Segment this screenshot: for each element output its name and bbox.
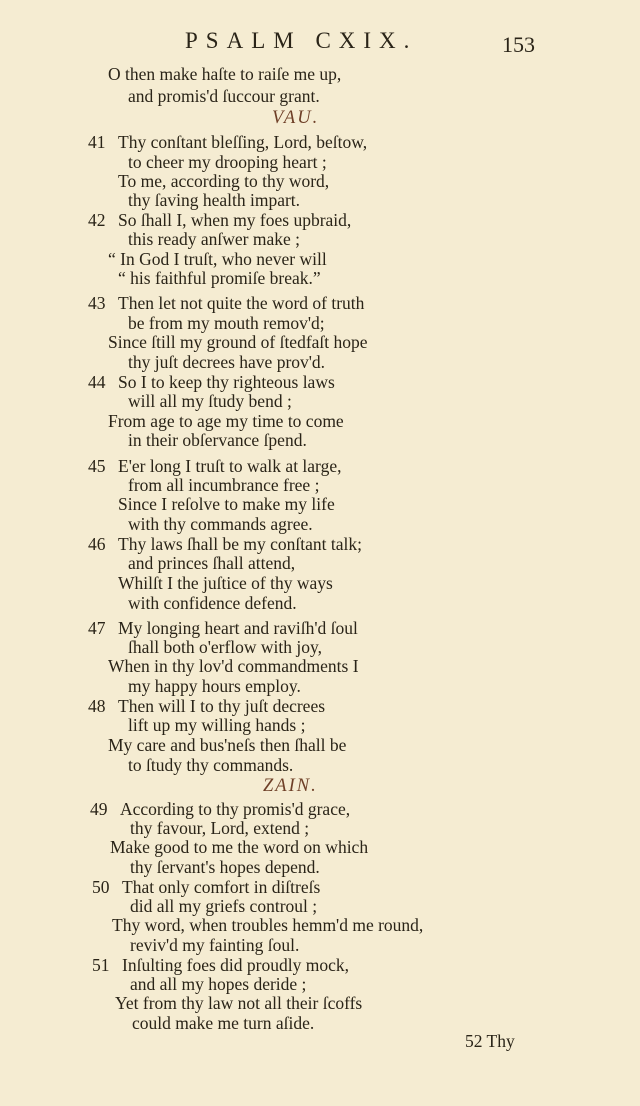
verse-line: reviv'd my fainting ſoul. — [130, 935, 300, 955]
section-heading: ZAIN. — [263, 776, 318, 796]
stanza-number: 45 — [88, 456, 106, 476]
verse-line: Thy conſtant bleſſing, Lord, beſtow, — [118, 132, 368, 152]
verse-line: Since I reſolve to make my life — [118, 494, 335, 514]
stanza-number: 50 — [92, 877, 110, 897]
verse-line: did all my griefs controul ; — [130, 896, 318, 916]
verse-line: My longing heart and raviſh'd ſoul — [118, 618, 358, 638]
verse-line: Then let not quite the word of truth — [118, 293, 365, 313]
verse-line: E'er long I truſt to walk at large, — [118, 456, 342, 476]
verse-line: So ſhall I, when my foes upbraid, — [118, 210, 352, 230]
verse-line: and promis'd ſuccour grant. — [128, 86, 320, 106]
verse-line: Since ſtill my ground of ſtedfaſt hope — [108, 332, 368, 352]
verse-line: Whilſt I the juſtice of thy ways — [118, 573, 333, 593]
verse-line: thy ſaving health impart. — [128, 190, 301, 210]
verse-line: and all my hopes deride ; — [130, 974, 307, 994]
verse-line: this ready anſwer make ; — [128, 229, 301, 249]
verse-line: could make me turn aſide. — [132, 1013, 315, 1033]
verse-line: According to thy promis'd grace, — [120, 799, 351, 819]
verse-line: ſhall both o'erflow with joy, — [128, 637, 323, 657]
verse-line: my happy hours employ. — [128, 676, 301, 696]
verse-line: to cheer my drooping heart ; — [128, 152, 327, 172]
verse-line: Thy laws ſhall be my conſtant talk; — [118, 534, 362, 554]
stanza-number: 47 — [88, 618, 106, 638]
verse-line: Make good to me the word on which — [110, 837, 369, 857]
stanza-number: 41 — [88, 132, 106, 152]
verse-line: Yet from thy law not all their ſcoffs — [115, 993, 363, 1013]
verse-line: That only comfort in diſtreſs — [122, 877, 321, 897]
verse-line: So I to keep thy righteous laws — [118, 372, 335, 392]
running-head: PSALM CXIX. — [185, 28, 418, 53]
stanza-number: 46 — [88, 534, 106, 554]
verse-line: with confidence defend. — [128, 593, 297, 613]
verse-line: “ In God I truſt, who never will — [108, 249, 327, 269]
verse-line: My care and bus'neſs then ſhall be — [108, 735, 347, 755]
verse-line: To me, according to thy word, — [118, 171, 330, 191]
verse-line: thy favour, Lord, extend ; — [130, 818, 310, 838]
verse-line: lift up my willing hands ; — [128, 715, 306, 735]
verse-line: “ his faithful promiſe break.” — [118, 268, 321, 288]
section-heading: VAU. — [272, 108, 320, 128]
verse-line: Inſulting foes did proudly mock, — [122, 955, 349, 975]
verse-line: from all incumbrance free ; — [128, 475, 320, 495]
catchword: 52 Thy — [465, 1031, 515, 1051]
verse-line: thy juſt decrees have prov'd. — [128, 352, 326, 372]
stanza-number: 43 — [88, 293, 106, 313]
verse-line: be from my mouth remov'd; — [128, 313, 325, 333]
stanza-number: 51 — [92, 955, 110, 975]
page-number: 153 — [502, 32, 535, 57]
verse-line: Thy word, when troubles hemm'd me round, — [112, 915, 424, 935]
verse-line: will all my ſtudy bend ; — [128, 391, 292, 411]
verse-line: Then will I to thy juſt decrees — [118, 696, 326, 716]
verse-line: and princes ſhall attend, — [128, 553, 296, 573]
stanza-number: 44 — [88, 372, 106, 392]
stanza-number: 48 — [88, 696, 106, 716]
verse-line: thy ſervant's hopes depend. — [130, 857, 320, 877]
verse-line: in their obſervance ſpend. — [128, 430, 307, 450]
verse-line: From age to age my time to come — [108, 411, 344, 431]
verse-line: O then make haſte to raiſe me up, — [108, 64, 342, 84]
verse-line: When in thy lov'd commandments I — [108, 656, 359, 676]
verse-line: to ſtudy thy commands. — [128, 755, 294, 775]
stanza-number: 49 — [90, 799, 108, 819]
verse-line: with thy commands agree. — [128, 514, 313, 534]
stanza-number: 42 — [88, 210, 106, 230]
